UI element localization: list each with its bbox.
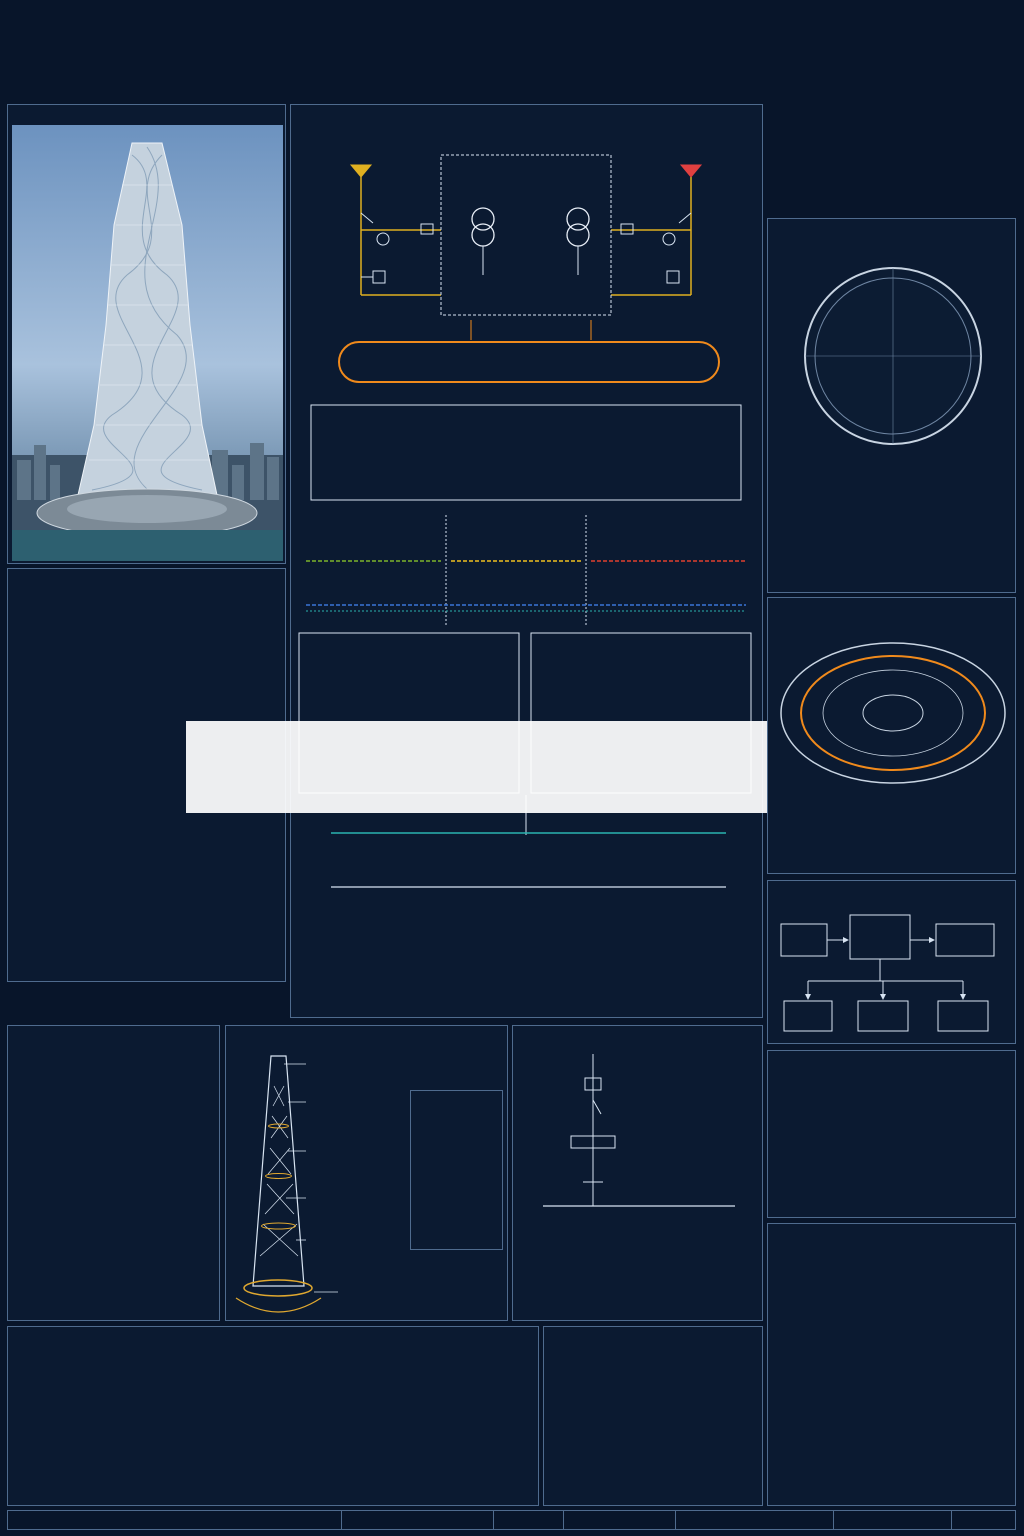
project-reference-panel [7, 104, 286, 564]
zoning-tower-diagram [8, 1026, 221, 1322]
notes-panel [543, 1326, 763, 1506]
riser-core-plan [782, 265, 1004, 447]
footer-drawing-no [834, 1511, 952, 1529]
floor-distribution-panel [767, 597, 1016, 874]
essential-services-box [784, 1001, 832, 1031]
footer-drawn-by [676, 1511, 834, 1529]
tower-illustration [12, 125, 283, 561]
utility-failure-box [781, 924, 827, 956]
rmu-ring [339, 342, 719, 382]
document-info-panel [767, 1223, 1016, 1506]
emergency-flow-diagram [768, 881, 1017, 1045]
footer-date [564, 1511, 676, 1529]
zoning-panel [7, 1025, 220, 1321]
lv-board-panel [512, 1025, 763, 1321]
watermark-banner [186, 721, 836, 813]
earthing-panel [225, 1025, 508, 1321]
system-requirements-box [410, 1090, 503, 1250]
equipment-panel [7, 1326, 539, 1506]
single-line-diagram [291, 105, 764, 1019]
lv-board-schematic [513, 1026, 764, 1322]
floor-ring-plan [776, 638, 1010, 788]
main-transformer-station [441, 155, 611, 340]
life-safety-box [858, 1001, 908, 1031]
utility-supply-b [611, 165, 701, 295]
distribution-types [306, 515, 746, 625]
utility-supply-a [351, 165, 441, 295]
ups-systems-box [938, 1001, 988, 1031]
performance-panel [767, 1050, 1016, 1218]
footer-discipline [342, 1511, 494, 1529]
riser-panel [767, 218, 1016, 593]
emergency-architecture-panel [767, 880, 1016, 1044]
emergency-generators-box [936, 924, 994, 956]
footer-scale [494, 1511, 564, 1529]
footer-strip [7, 1510, 1016, 1530]
company-logo [10, 8, 150, 96]
ats-box [850, 915, 910, 959]
sld-panel [290, 104, 763, 1018]
footer-project [8, 1511, 342, 1529]
footer-rev [952, 1511, 1015, 1529]
